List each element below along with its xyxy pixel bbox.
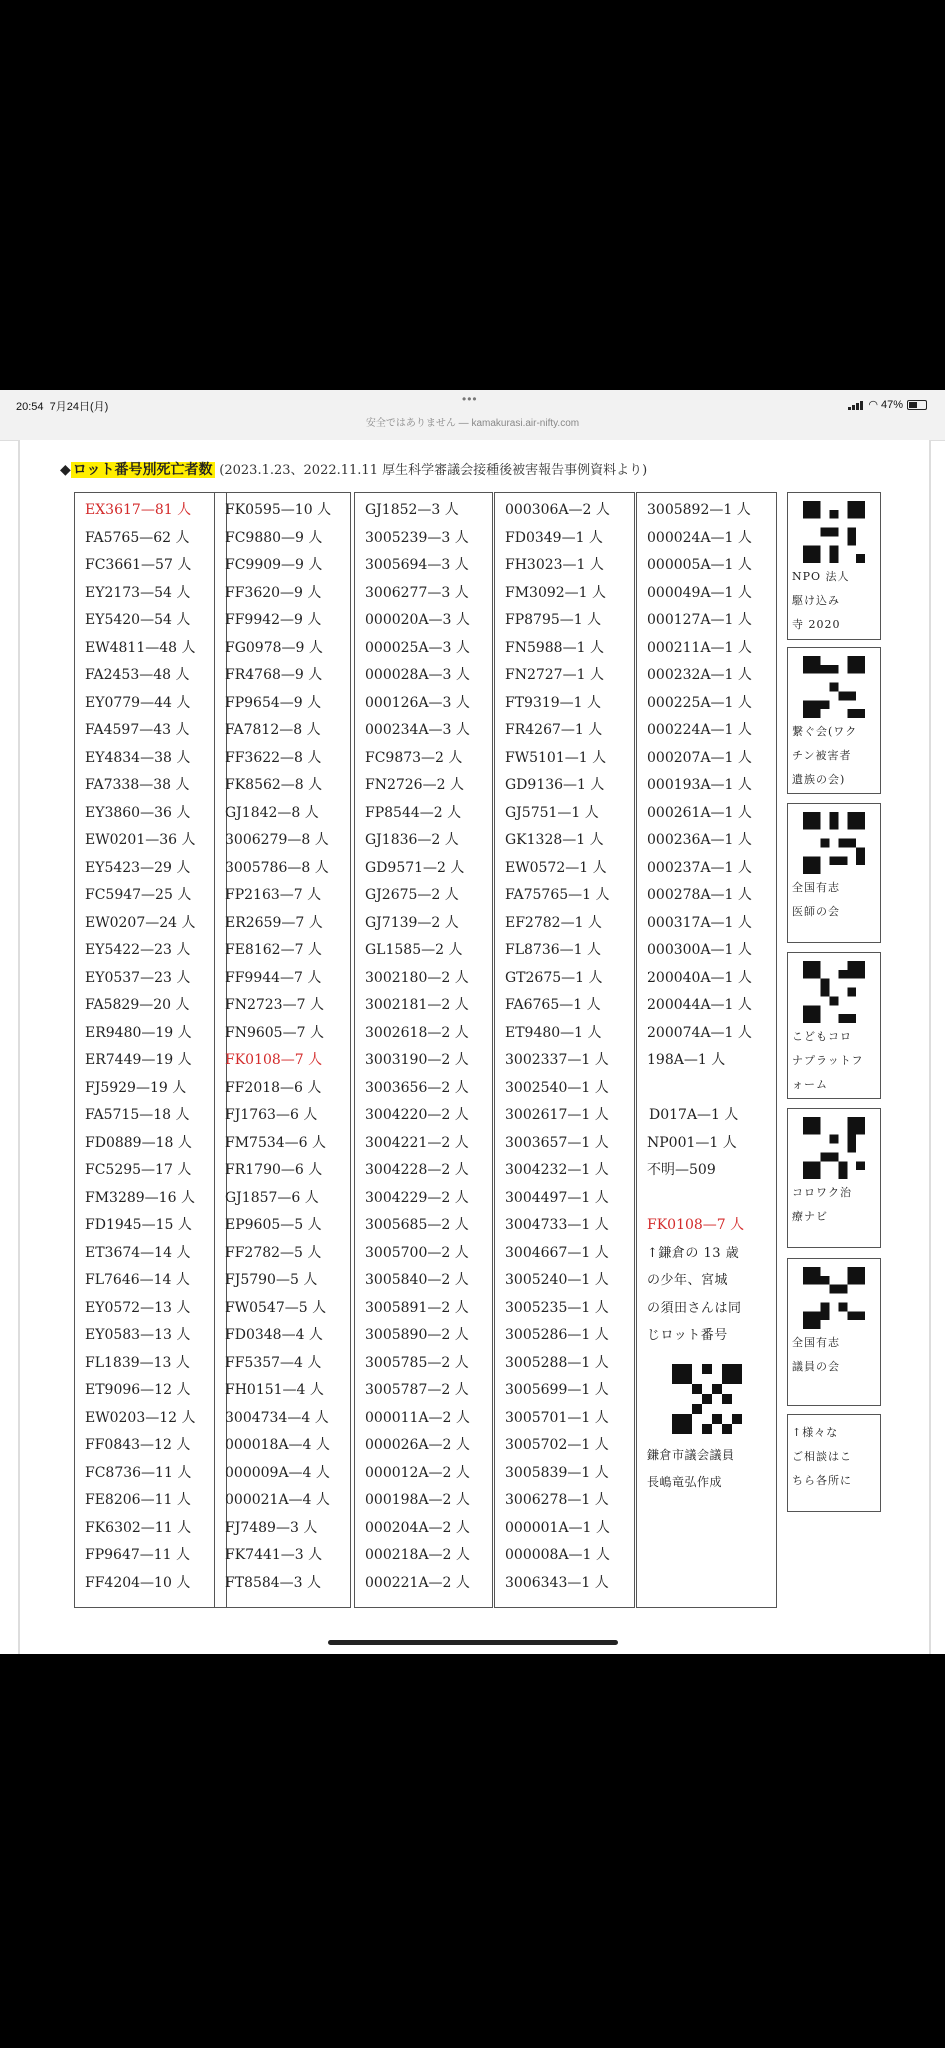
sidebar-caption: 駆け込み xyxy=(792,594,840,607)
note-line: の少年、宮城 xyxy=(647,1273,729,1288)
sidebar-caption: ちら各所に xyxy=(792,1474,852,1487)
qr-code-icon xyxy=(803,1117,865,1179)
list-item: FR1790—6 人 xyxy=(225,1162,323,1178)
list-item: NP001—1 人 xyxy=(647,1134,737,1151)
sidebar-box-giin[interactable] xyxy=(787,1258,881,1406)
note-line: ↑鎌倉の 13 歳 xyxy=(647,1245,740,1261)
status-time: 20:54 7月24日(月) xyxy=(16,401,109,413)
list-item: FC5947—25 人 xyxy=(85,887,192,903)
list-item: 3005840—2 人 xyxy=(365,1272,469,1288)
sidebar-caption: ォーム xyxy=(792,1078,828,1091)
lot-column-2 xyxy=(214,492,351,1608)
sidebar-box-npo[interactable] xyxy=(787,492,881,640)
spacer-row xyxy=(637,1185,776,1213)
note-line: の須田さんは同 xyxy=(647,1300,742,1316)
lot-column-5 xyxy=(636,492,777,1608)
list-item: 3004220—2 人 xyxy=(365,1107,469,1123)
status-bar xyxy=(0,390,945,441)
list-item: EY5422—23 人 xyxy=(85,942,191,958)
list-item: FJ1763—6 人 xyxy=(225,1107,318,1123)
list-item: FA2453—48 人 xyxy=(85,667,190,683)
list-item: 000126A—3 人 xyxy=(365,694,470,711)
list-item: 000211A—1 人 xyxy=(647,639,752,656)
list-item: GJ1836—2 人 xyxy=(365,832,459,848)
list-item: FL7646—14 人 xyxy=(85,1272,190,1288)
list-item: 3006277—3 人 xyxy=(365,584,469,601)
list-item: FA5715—18 人 xyxy=(85,1107,190,1123)
list-item: 3003657—1 人 xyxy=(505,1134,609,1151)
list-item: 000005A—1 人 xyxy=(647,557,752,573)
list-item: 000306A—2 人 xyxy=(505,502,610,518)
list-item: FC9909—9 人 xyxy=(225,557,323,573)
sidebar-caption: チン被害者 xyxy=(792,749,852,762)
list-item: 3003190—2 人 xyxy=(365,1052,469,1068)
list-item: ET9096—12 人 xyxy=(85,1382,191,1398)
list-item: EW0207—24 人 xyxy=(85,914,196,931)
list-item: FC9873—2 人 xyxy=(365,749,463,766)
list-item: 3005699—1 人 xyxy=(505,1382,609,1398)
sidebar-caption: 寺 2020 xyxy=(792,618,841,631)
page-title: ◆ ロット番号別死亡者数 (2023.1.23、2022.11.11 厚生科学審議会接種後被害報告事例資料より) xyxy=(60,462,648,478)
qr-code-icon xyxy=(803,656,865,718)
list-item: EW0203—12 人 xyxy=(85,1409,196,1426)
sidebar-caption: ↑様々な xyxy=(792,1426,839,1439)
list-item: 3006279—8 人 xyxy=(225,832,329,848)
list-item: FF3620—9 人 xyxy=(225,584,322,601)
list-item: EY2173—54 人 xyxy=(85,584,191,601)
list-item: 3004229—2 人 xyxy=(365,1189,469,1206)
list-item: 3005786—8 人 xyxy=(225,859,329,876)
more-dots-icon[interactable]: ••• xyxy=(462,392,478,406)
lot-column-1 xyxy=(74,492,227,1608)
list-item: 000278A—1 人 xyxy=(647,887,752,903)
list-item: ER9480—19 人 xyxy=(85,1024,192,1041)
list-item: EP9605—5 人 xyxy=(225,1217,322,1233)
list-item: FN2723—7 人 xyxy=(225,997,324,1013)
list-item: 000204A—2 人 xyxy=(365,1519,470,1536)
list-item: 3002618—2 人 xyxy=(365,1024,469,1041)
list-item: 3005286—1 人 xyxy=(505,1327,609,1343)
qr-code-icon xyxy=(803,961,865,1023)
list-item: EW4811—48 人 xyxy=(85,639,196,656)
sidebar-caption: 療ナビ xyxy=(792,1210,828,1223)
list-item: 3005785—2 人 xyxy=(365,1354,469,1371)
list-item: FF2018—6 人 xyxy=(225,1079,322,1096)
list-item: GD9136—1 人 xyxy=(505,777,605,793)
qr-code-icon xyxy=(803,1267,865,1329)
list-item: ER7449—19 人 xyxy=(85,1052,192,1068)
list-item: 200074A—1 人 xyxy=(647,1024,752,1041)
list-item: FT9319—1 人 xyxy=(505,694,602,711)
list-item: 000049A—1 人 xyxy=(647,584,752,601)
list-item: EY5423—29 人 xyxy=(85,859,191,876)
list-item: FA7812—8 人 xyxy=(225,722,321,738)
list-item: 000236A—1 人 xyxy=(647,832,752,848)
lot-column-4 xyxy=(494,492,635,1608)
list-item: FA5829—20 人 xyxy=(85,997,190,1013)
list-item: GJ2675—2 人 xyxy=(365,887,459,903)
list-item: GJ1857—6 人 xyxy=(225,1189,319,1206)
list-item: FP9647—11 人 xyxy=(85,1547,191,1563)
list-item: 000300A—1 人 xyxy=(647,942,752,958)
browser-screen xyxy=(0,390,945,1654)
list-item: FP8544—2 人 xyxy=(365,804,462,821)
list-item: 000011A—2 人 xyxy=(365,1409,470,1426)
list-item: GL1585—2 人 xyxy=(365,942,463,958)
list-item: FK7441—3 人 xyxy=(225,1547,323,1563)
battery-percent: 47% xyxy=(880,399,903,411)
list-item: FL1839—13 人 xyxy=(85,1354,190,1371)
note-line: じロット番号 xyxy=(647,1328,728,1343)
list-item: GD9571—2 人 xyxy=(365,859,465,876)
battery-icon xyxy=(907,400,927,410)
author-line: 鎌倉市議会議員 xyxy=(647,1447,735,1462)
list-item: FA4597—43 人 xyxy=(85,722,190,738)
list-item: FN5988—1 人 xyxy=(505,639,604,656)
address-bar[interactable]: 安全ではありません — kamakurasi.air-nifty.com xyxy=(365,418,580,429)
list-item: FL8736—1 人 xyxy=(505,942,601,958)
sidebar-caption: 遺族の会) xyxy=(792,773,846,786)
list-item: 000021A—4 人 xyxy=(225,1492,330,1508)
qr-code-icon xyxy=(803,501,865,563)
list-item: FD1945—15 人 xyxy=(85,1217,192,1233)
list-item: 3005891—2 人 xyxy=(365,1299,469,1316)
list-item: FJ7489—3 人 xyxy=(225,1519,318,1536)
list-item: EX3617—81 人 xyxy=(85,502,192,518)
sidebar-caption: 議員の会 xyxy=(792,1360,840,1373)
sidebar-box-doctors[interactable] xyxy=(787,803,881,943)
list-item: FK0108—7 人 xyxy=(225,1052,323,1068)
list-item: GT2675—1 人 xyxy=(505,969,603,986)
list-item: 000225A—1 人 xyxy=(647,694,752,711)
sidebar-box-consult xyxy=(787,1414,881,1512)
list-item: FH3023—1 人 xyxy=(505,557,604,573)
lot-column-3 xyxy=(354,492,493,1608)
title-subtitle: (2023.1.23、2022.11.11 厚生科学審議会接種後被害報告事例資料より) xyxy=(219,463,648,478)
list-item: 200044A—1 人 xyxy=(647,997,752,1013)
list-item: 000221A—2 人 xyxy=(365,1574,470,1591)
list-item: FC3661—57 人 xyxy=(85,557,192,573)
list-item: EY0583—13 人 xyxy=(85,1327,191,1343)
list-item: 3003656—2 人 xyxy=(365,1079,469,1096)
list-item: FK0108—7 人 xyxy=(647,1217,745,1233)
list-item: FK8562—8 人 xyxy=(225,777,323,793)
list-item: ET3674—14 人 xyxy=(85,1244,191,1261)
list-item: GJ5751—1 人 xyxy=(505,804,599,821)
list-item: FA7338—38 人 xyxy=(85,777,190,793)
list-item: FE8206—11 人 xyxy=(85,1492,191,1508)
list-item: 000028A—3 人 xyxy=(365,667,470,683)
spacer-row xyxy=(637,1075,776,1103)
list-item: 3004497—1 人 xyxy=(505,1189,609,1206)
list-item: EY0572—13 人 xyxy=(85,1299,191,1316)
list-item: 000012A—2 人 xyxy=(365,1464,470,1481)
list-item: FK6302—11 人 xyxy=(85,1519,192,1536)
list-item: EY5420—54 人 xyxy=(85,612,191,628)
list-item: FH0151—4 人 xyxy=(225,1382,324,1398)
list-item: FR4768—9 人 xyxy=(225,667,323,683)
list-item: 3004734—4 人 xyxy=(225,1409,329,1426)
sidebar-box-kodomo[interactable] xyxy=(787,952,881,1099)
list-item: 3004228—2 人 xyxy=(365,1162,469,1178)
list-item: 3005694—3 人 xyxy=(365,557,469,573)
list-item: 000025A—3 人 xyxy=(365,639,470,656)
list-item: FF5357—4 人 xyxy=(225,1354,322,1371)
list-item: GK1328—1 人 xyxy=(505,832,604,848)
list-item: EW0572—1 人 xyxy=(505,859,607,876)
sidebar-caption: こどもコロ xyxy=(792,1030,852,1043)
list-item: 000001A—1 人 xyxy=(505,1519,610,1536)
list-item: 000009A—4 人 xyxy=(225,1464,330,1481)
list-item: 3004221—2 人 xyxy=(365,1134,469,1151)
list-item: FC9880—9 人 xyxy=(225,529,323,546)
list-item: FD0349—1 人 xyxy=(505,529,603,546)
list-item: 3005685—2 人 xyxy=(365,1217,469,1233)
list-item: FA75765—1 人 xyxy=(505,887,610,903)
list-item: 3005700—2 人 xyxy=(365,1244,469,1261)
list-item: EY3860—36 人 xyxy=(85,804,191,821)
list-item: ET9480—1 人 xyxy=(505,1024,602,1041)
list-item: FF9942—9 人 xyxy=(225,612,322,628)
list-item: 3002617—1 人 xyxy=(505,1107,609,1123)
list-item: FF9944—7 人 xyxy=(225,969,322,986)
sidebar-caption: 全国有志 xyxy=(792,1336,840,1349)
list-item: EF2782—1 人 xyxy=(505,914,602,931)
list-item: FR4267—1 人 xyxy=(505,722,603,738)
list-item: FJ5790—5 人 xyxy=(225,1272,318,1288)
author-line: 長嶋竜弘作成 xyxy=(647,1475,723,1489)
qr-code-icon[interactable] xyxy=(672,1364,742,1434)
list-item: 3006343—1 人 xyxy=(505,1574,609,1591)
list-item: GJ1852—3 人 xyxy=(365,502,459,518)
list-item: 不明—509 xyxy=(647,1162,716,1178)
list-item: 000224A—1 人 xyxy=(647,722,752,738)
document-page xyxy=(18,440,931,1654)
list-item: EW0201—36 人 xyxy=(85,832,196,848)
list-item: EY4834—38 人 xyxy=(85,749,191,766)
list-item: 3002181—2 人 xyxy=(365,997,469,1013)
list-item: FN2726—2 人 xyxy=(365,777,464,793)
list-item: FW5101—1 人 xyxy=(505,749,607,766)
list-item: 000237A—1 人 xyxy=(647,859,752,876)
list-item: FW0547—5 人 xyxy=(225,1299,327,1316)
list-item: 000232A—1 人 xyxy=(647,667,752,683)
list-item: 000018A—4 人 xyxy=(225,1437,330,1453)
list-item: FF0843—12 人 xyxy=(85,1437,191,1453)
list-item: FM3289—16 人 xyxy=(85,1189,195,1206)
list-item: FC8736—11 人 xyxy=(85,1464,192,1481)
sidebar-box-tsunagu[interactable] xyxy=(787,647,881,794)
signal-icon xyxy=(848,401,864,410)
list-item: ER2659—7 人 xyxy=(225,914,323,931)
list-item: FP2163—7 人 xyxy=(225,887,322,903)
list-item: 000127A—1 人 xyxy=(647,612,752,628)
list-item: 000218A—2 人 xyxy=(365,1547,470,1563)
sidebar-caption: 医師の会 xyxy=(792,905,840,918)
home-indicator[interactable] xyxy=(328,1640,618,1645)
list-item: FE8162—7 人 xyxy=(225,942,322,958)
list-item: 3005702—1 人 xyxy=(505,1437,609,1453)
list-item: FD0348—4 人 xyxy=(225,1327,323,1343)
sidebar-caption: ご相談はこ xyxy=(792,1450,852,1463)
list-item: 3005787—2 人 xyxy=(365,1382,469,1398)
list-item: FJ5929—19 人 xyxy=(85,1079,187,1096)
sidebar-caption: ナプラットフ xyxy=(792,1054,864,1067)
title-highlight: ロット番号別死亡者数 xyxy=(72,462,213,478)
list-item: 3002337—1 人 xyxy=(505,1052,609,1068)
list-item: FP8795—1 人 xyxy=(505,612,602,628)
list-item: FA5765—62 人 xyxy=(85,529,190,546)
list-item: 3005239—3 人 xyxy=(365,529,469,546)
list-item: 3006278—1 人 xyxy=(505,1492,609,1508)
list-item: FN2727—1 人 xyxy=(505,667,604,683)
list-item: 000193A—1 人 xyxy=(647,777,752,793)
list-item: 3004667—1 人 xyxy=(505,1244,609,1261)
sidebar-caption: 繋ぐ会(ワク xyxy=(792,725,858,738)
list-item: 3005701—1 人 xyxy=(505,1409,609,1426)
list-item: FN9605—7 人 xyxy=(225,1024,324,1041)
list-item: 3002180—2 人 xyxy=(365,969,469,986)
list-item: EY0779—44 人 xyxy=(85,694,191,711)
list-item: FT8584—3 人 xyxy=(225,1574,322,1591)
list-item: FG0978—9 人 xyxy=(225,639,323,656)
list-item: 3005235—1 人 xyxy=(505,1299,609,1316)
list-item: FF4204—10 人 xyxy=(85,1574,191,1591)
list-item: 198A—1 人 xyxy=(647,1052,726,1068)
list-item: 3004733—1 人 xyxy=(505,1217,609,1233)
sidebar-box-corowaku[interactable] xyxy=(787,1108,881,1248)
list-item: FF2782—5 人 xyxy=(225,1244,322,1261)
sidebar-caption: NPO 法人 xyxy=(792,570,850,583)
list-item: 000024A—1 人 xyxy=(647,529,752,546)
list-item: FD0889—18 人 xyxy=(85,1134,192,1151)
list-item: 200040A—1 人 xyxy=(647,969,752,986)
list-item: EY0537—23 人 xyxy=(85,969,191,986)
list-item: 3004232—1 人 xyxy=(505,1162,609,1178)
list-item: 000020A—3 人 xyxy=(365,612,470,628)
list-item: 3005288—1 人 xyxy=(505,1354,609,1371)
list-item: 3005890—2 人 xyxy=(365,1327,469,1343)
list-item: D017A—1 人 xyxy=(649,1107,739,1123)
list-item: 000198A—2 人 xyxy=(365,1492,470,1508)
list-item: 3005240—1 人 xyxy=(505,1272,609,1288)
sidebar-caption: コロワク治 xyxy=(792,1186,852,1199)
list-item: 000008A—1 人 xyxy=(505,1547,610,1563)
list-item: 000207A—1 人 xyxy=(647,749,752,766)
list-item: FP9654—9 人 xyxy=(225,694,322,711)
list-item: 3005892—1 人 xyxy=(647,502,751,518)
list-item: FK0595—10 人 xyxy=(225,502,332,518)
list-item: GJ1842—8 人 xyxy=(225,804,319,821)
list-item: 000317A—1 人 xyxy=(647,914,752,931)
list-item: FC5295—17 人 xyxy=(85,1162,192,1178)
list-item: FM7534—6 人 xyxy=(225,1134,327,1151)
list-item: 000234A—3 人 xyxy=(365,722,470,738)
list-item: GJ7139—2 人 xyxy=(365,914,459,931)
wifi-icon: ◠ xyxy=(868,399,878,411)
list-item: 000026A—2 人 xyxy=(365,1437,470,1453)
list-item: 3005839—1 人 xyxy=(505,1464,609,1481)
list-item: FF3622—8 人 xyxy=(225,749,322,766)
list-item: 3002540—1 人 xyxy=(505,1079,609,1096)
sidebar-caption: 全国有志 xyxy=(792,881,840,894)
status-right xyxy=(848,398,927,411)
list-item: 000261A—1 人 xyxy=(647,804,752,821)
qr-code-icon xyxy=(803,812,865,874)
list-item: FA6765—1 人 xyxy=(505,997,601,1013)
list-item: FM3092—1 人 xyxy=(505,584,607,601)
